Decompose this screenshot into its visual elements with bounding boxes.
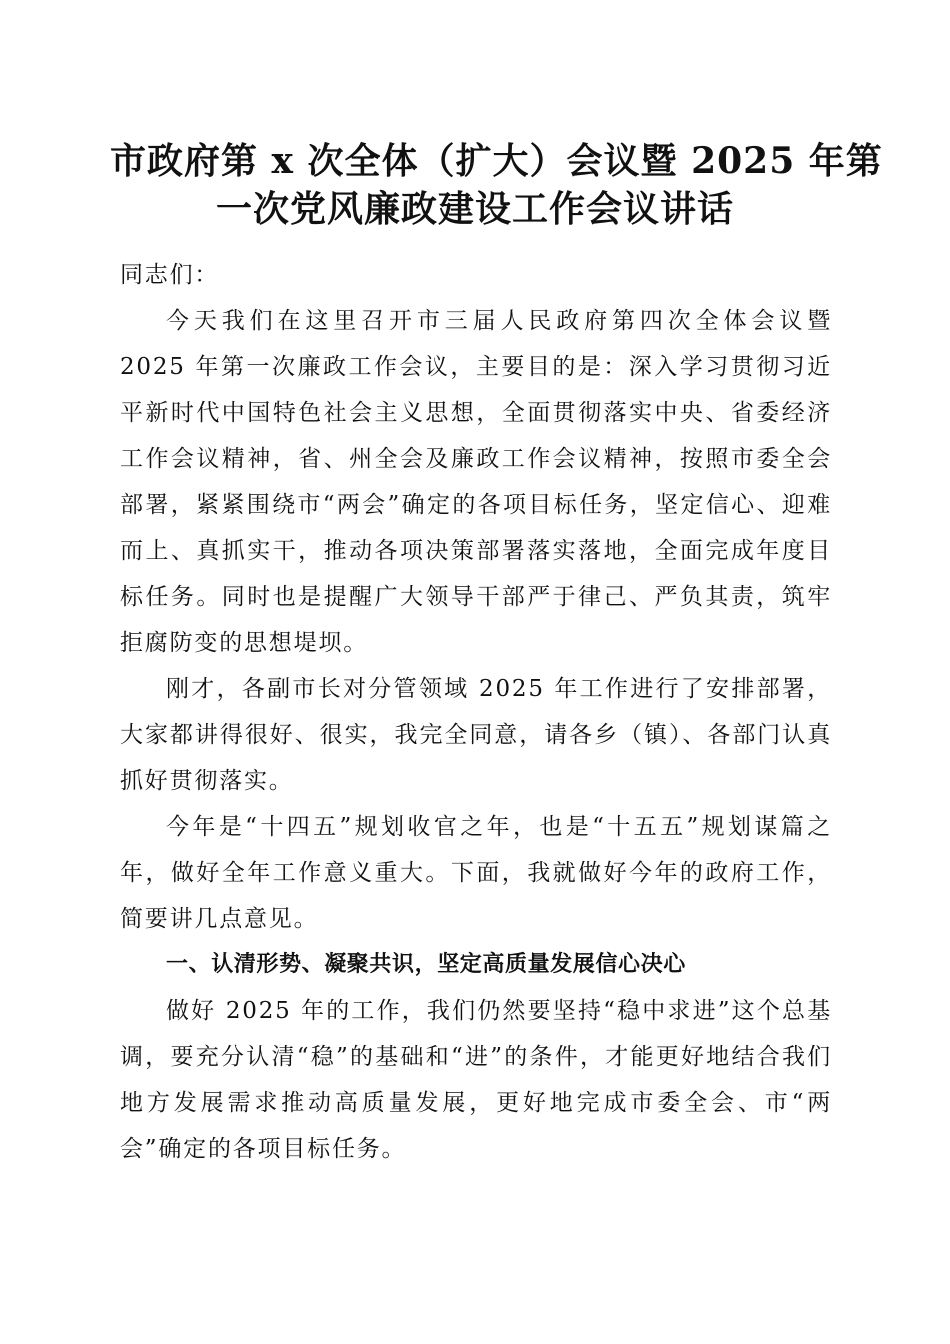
paragraph-this-year: 今年是“十四五”规划收官之年，也是“十五五”规划谋篇之年，做好全年工作意义重大。下面，我就做好今年的政府工作，简要讲几点意见。 xyxy=(120,814,832,932)
document-title xyxy=(110,137,883,233)
title-line-1: 市政府第 x 次全体（扩大）会议暨 2025 年第 xyxy=(110,140,883,182)
title-line-2: 一次党风廉政建设工作会议讲话 xyxy=(215,188,734,230)
salutation: 同志们： xyxy=(120,262,220,288)
section-heading-1: 一、认清形势、凝聚共识，坚定高质量发展信心决心 xyxy=(166,952,686,977)
paragraph-deputy-mayors: 刚才，各副市长对分管领域 2025 年工作进行了安排部署，大家都讲得很好、很实，我完全同意，请各乡（镇）、各部门认真抓好贯彻落实。 xyxy=(120,676,832,794)
paragraph-opening: 今天我们在这里召开市三届人民政府第四次全体会议暨 2025 年第一次廉政工作会议，主要目的是：深入学习贯彻习近平新时代中国特色社会主义思想，全面贯彻落实中央、省委经济工作会议精神，省、州全会及廉政工作会议精神，按照市委全会部署，紧紧围绕市“两会”确定的各项目标任务，坚定信心、迎难而上、真抓实干，推动各项决策部署落实落地，全面完成年度目标任务。同时也是提醒广大领导干部严于律己、严负其责，筑牢拒腐防变的思想堤坝。 xyxy=(120,308,832,656)
document-body xyxy=(120,252,832,1172)
section-paragraph-1: 做好 2025 年的工作，我们仍然要坚持“稳中求进”这个总基调，要充分认清“稳”的基础和“进”的条件，才能更好地结合我们地方发展需求推动高质量发展，更好地完成市委全会、市“两会”确定的各项目标任务。 xyxy=(120,998,832,1162)
